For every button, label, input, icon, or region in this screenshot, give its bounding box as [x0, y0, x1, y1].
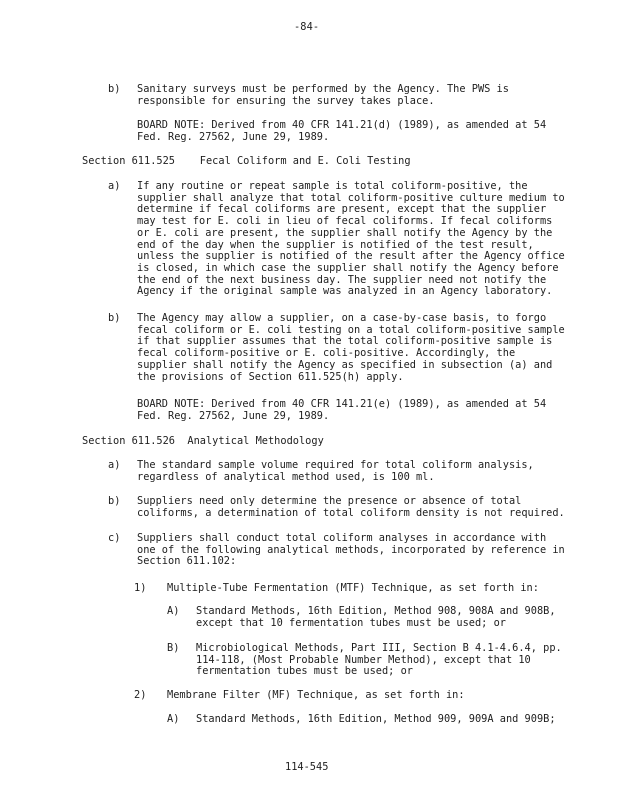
section-625-heading: Section 611.525 Fecal Coliform and E. Coli Testing [82, 155, 411, 167]
section-625-item-b-label: b) [108, 312, 121, 324]
section-626-heading: Section 611.526 Analytical Methodology [82, 435, 324, 447]
page-number-bottom: 114-545 [285, 761, 329, 773]
page-number-top: -84- [294, 21, 320, 33]
sub-1-text: Multiple-Tube Fermentation (MTF) Technique, as set forth in: [167, 582, 539, 594]
section-625-item-a-text: If any routine or repeat sample is total coliform-positive, the supplier shall analyze that total coliform-positive culture medium to determine if fecal coliforms are present, except that the supplier may test for E. coli in lieu of fecal coliforms. If fecal coliforms or E. coli are present, the supplier shall notify the Agency by the end of the day when the supplier is notified of the test result, unless the supplier is notified of the result after the Agency office is closed, in which case the supplier shall notify the Agency before the end of the next business day. The supplier need not notify the Agency if the original sample was analyzed in an Agency laboratory. [137, 180, 565, 298]
section-626-item-a-label: a) [108, 459, 121, 471]
section-625-item-b-text: The Agency may allow a supplier, on a case-by-case basis, to forgo fecal coliform or E. coli testing on a total coliform-positive sample if that supplier assumes that the total coliform-positive sample is fecal coliform-positive or E. coli-positive. Accordingly, the supplier shall notify the Agency as specified in subsection (a) and the provisions of Section 611.525(h) apply. [137, 312, 565, 383]
sub-1-b-label: B) [167, 642, 180, 654]
section-626-item-b-label: b) [108, 495, 121, 507]
section-625-board-note: BOARD NOTE: Derived from 40 CFR 141.21(e) (1989), as amended at 54 Fed. Reg. 27562, June 29, 1989. [137, 398, 547, 422]
sub-1-b-text: Microbiological Methods, Part III, Section B 4.1-4.6.4, pp. 114-118, (Most Probable Number Method), except that 10 fermentation tubes must be used; or [196, 642, 562, 678]
section-626-item-c-text: Suppliers shall conduct total coliform analyses in accordance with one of the following analytical methods, incorporated by reference in Section 611.102: [137, 532, 565, 568]
item-b-label: b) [108, 83, 121, 95]
sub-2-a-text: Standard Methods, 16th Edition, Method 909, 909A and 909B; [196, 713, 556, 725]
section-626-item-a-text: The standard sample volume required for total coliform analysis, regardless of analytical method used, is 100 ml. [137, 459, 534, 483]
sub-1-a-text: Standard Methods, 16th Edition, Method 908, 908A and 908B, except that 10 fermentation tubes must be used; or [196, 605, 556, 629]
sub-2-label: 2) [134, 689, 147, 701]
sub-2-a-label: A) [167, 713, 180, 725]
sub-1-a-label: A) [167, 605, 180, 617]
section-625-item-a-label: a) [108, 180, 121, 192]
section-626-item-b-text: Suppliers need only determine the presence or absence of total coliforms, a determination of total coliform density is not required. [137, 495, 565, 519]
board-note-1: BOARD NOTE: Derived from 40 CFR 141.21(d) (1989), as amended at 54 Fed. Reg. 27562, June 29, 1989. [137, 119, 547, 143]
item-b-text: Sanitary surveys must be performed by the Agency. The PWS is responsible for ensuring the survey takes place. [137, 83, 509, 107]
sub-2-text: Membrane Filter (MF) Technique, as set forth in: [167, 689, 465, 701]
sub-1-label: 1) [134, 582, 147, 594]
section-626-item-c-label: c) [108, 532, 121, 544]
